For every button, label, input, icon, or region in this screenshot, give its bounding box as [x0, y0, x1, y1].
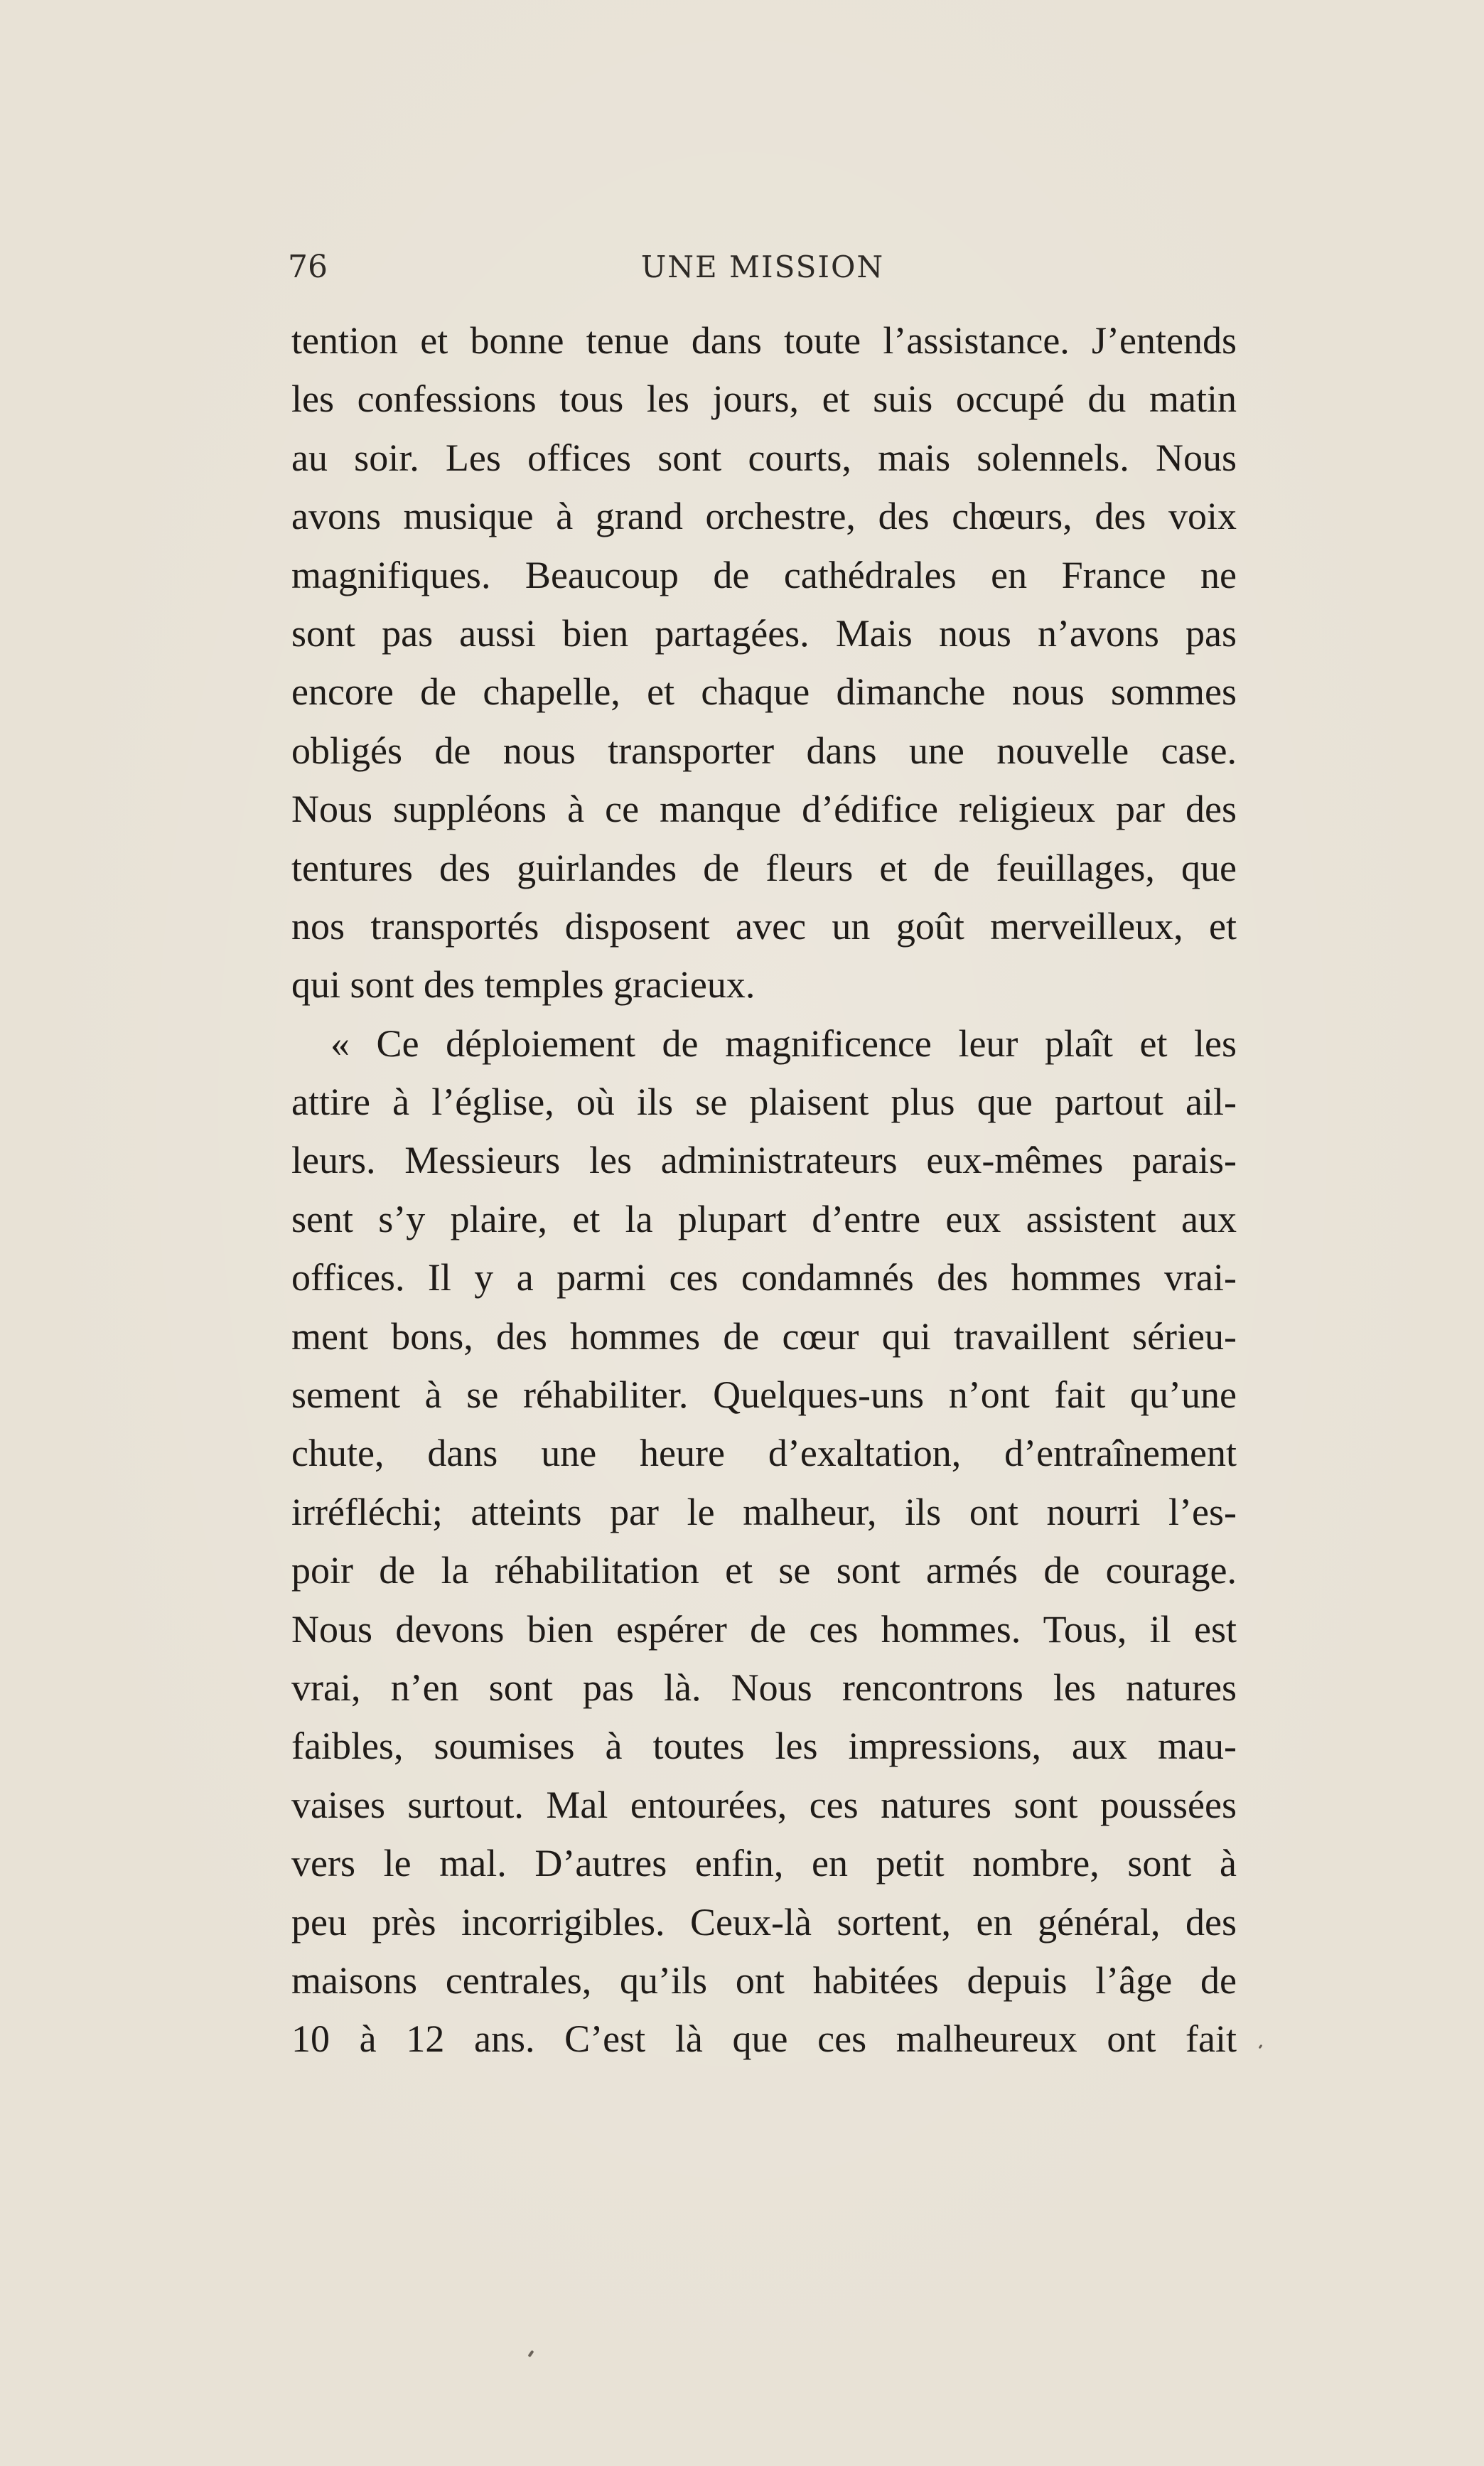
text-line: avons musique à grand orchestre, des chœurs, des voix [291, 495, 1237, 538]
text-line: attire à l’église, où ils se plaisent plus que partout ail- [291, 1081, 1237, 1124]
text-line: magnifiques. Beaucoup de cathédrales en France ne [291, 553, 1237, 596]
text-line: vrai, n’en sont pas là. Nous rencontrons les natures [291, 1666, 1237, 1709]
page-number: 76 [288, 249, 328, 285]
text-line: encore de chapelle, et chaque dimanche nous sommes [291, 670, 1237, 714]
text-line: sent s’y plaire, et la plupart d’entre eux assistent aux [291, 1197, 1237, 1240]
text-line: chute, dans une heure d’exaltation, d’entraînement [291, 1432, 1237, 1475]
text-line: nos transportés disposent avec un goût merveilleux, et [291, 904, 1237, 948]
paper-speck [1259, 2044, 1263, 2049]
text-line: sont pas aussi bien partagées. Mais nous n’avons pas [291, 611, 1237, 655]
text-line: ment bons, des hommes de cœur qui travaillent sérieu- [291, 1314, 1237, 1358]
text-line: irréfléchi; atteints par le malheur, ils ont nourri l’es- [291, 1490, 1237, 1533]
text-line: leurs. Messieurs les administrateurs eux-mêmes parais- [291, 1139, 1237, 1182]
text-line: Nous suppléons à ce manque d’édifice religieux par des [291, 788, 1237, 831]
text-line: Nous devons bien espérer de ces hommes. Tous, il est [291, 1607, 1237, 1651]
text-line: au soir. Les offices sont courts, mais solennels. Nous [291, 436, 1237, 479]
running-header [288, 246, 1237, 289]
text-line: maisons centrales, qu’ils ont habitées depuis l’âge de [291, 1958, 1237, 2002]
text-line: 10 à 12 ans. C’est là que ces malheureux ont fait [291, 2017, 1237, 2061]
text-line: obligés de nous transporter dans une nouvelle case. [291, 729, 1237, 772]
body-text [291, 311, 1237, 2069]
text-line: tentures des guirlandes de fleurs et de feuillages, que [291, 846, 1237, 889]
text-line: offices. Il y a parmi ces condamnés des hommes vrai- [291, 1256, 1237, 1299]
text-line: poir de la réhabilitation et se sont armés de courage. [291, 1549, 1237, 1592]
running-title: UNE MISSION [640, 250, 885, 284]
text-line: « Ce déploiement de magnificence leur plaît et les [330, 1022, 1237, 1065]
text-line: sement à se réhabiliter. Quelques-uns n’ont fait qu’une [291, 1373, 1237, 1417]
paper-speck [527, 2350, 534, 2357]
text-line: peu près incorrigibles. Ceux-là sortent, en général, des [291, 1900, 1237, 1944]
text-line: vaises surtout. Mal entourées, ces natures sont poussées [291, 1783, 1237, 1826]
text-line: vers le mal. D’autres enfin, en petit nombre, sont à [291, 1842, 1237, 1885]
text-line: tention et bonne tenue dans toute l’assistance. J’entends [291, 319, 1237, 362]
text-line: les confessions tous les jours, et suis occupé du matin [291, 377, 1237, 421]
text-line: faibles, soumises à toutes les impressions, aux mau- [291, 1725, 1237, 1768]
text-line: qui sont des temples gracieux. [291, 963, 756, 1007]
